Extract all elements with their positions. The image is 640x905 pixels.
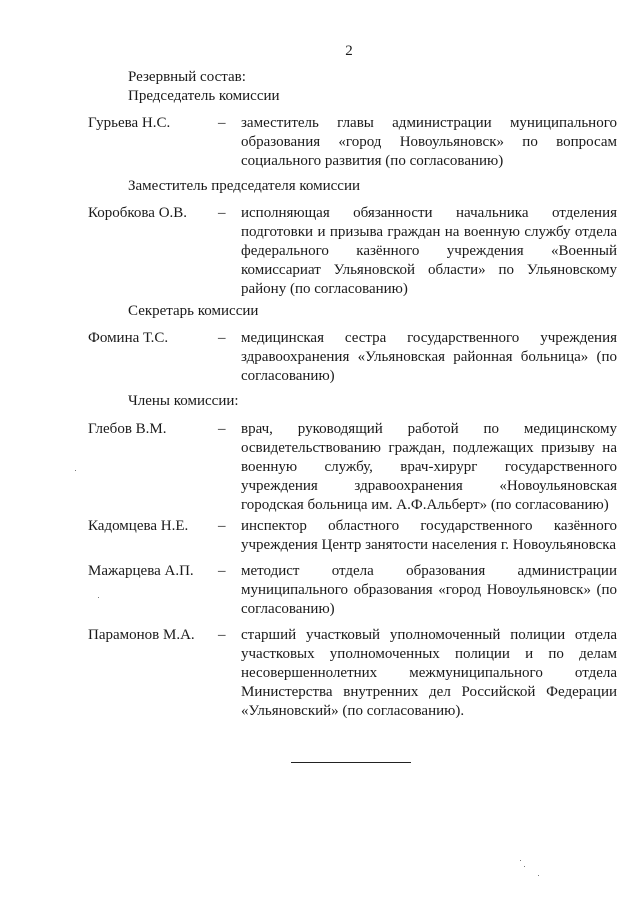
dash-separator: – bbox=[218, 518, 226, 534]
member-description: инспектор областного государственного казённого учреждения Центр занятости населения г. Новоульяновска bbox=[241, 518, 617, 553]
member-description: медицинская сестра государственного учреждения здравоохранения «Ульяновская районная больница» (по согласованию) bbox=[241, 330, 617, 384]
member-name: Парамонов М.А. bbox=[88, 627, 195, 643]
dash-separator: – bbox=[218, 563, 226, 579]
closing-rule bbox=[291, 762, 411, 763]
member-description: старший участковый уполномоченный полиции отдела участковых уполномоченных полиции и по делам несовершеннолетних межмуниципального отдела Министерства внутренних дел Российской Федерации «Ульяновский» (по согласованию). bbox=[241, 627, 617, 719]
page-number: 2 bbox=[345, 43, 353, 59]
members-heading: Члены комиссии: bbox=[128, 393, 239, 409]
scan-speck bbox=[98, 597, 99, 598]
scan-speck bbox=[524, 866, 525, 867]
member-name: Фомина Т.С. bbox=[88, 330, 169, 346]
dash-separator: – bbox=[218, 330, 226, 346]
scan-speck bbox=[520, 860, 521, 861]
scan-speck bbox=[538, 875, 539, 876]
member-description: заместитель главы администрации муниципального образования «город Новоульяновск» по вопросам социального развития (по согласованию) bbox=[241, 115, 617, 169]
member-name: Коробкова О.В. bbox=[88, 205, 188, 221]
member-description: исполняющая обязанности начальника отделения подготовки и призыва граждан на военную службу отдела федерального казённого учреждения «Военный комиссариат Ульяновской области» по Ульяновскому району (по согласованию) bbox=[241, 205, 617, 297]
reserve-heading: Резервный состав: bbox=[128, 69, 246, 85]
member-description: врач, руководящий работой по медицинскому освидетельствованию граждан, подлежащих призыву на военную службу, врач-хирург государственного учреждения здравоохранения «Новоульяновская городская больница им. А.Ф.Альберт» (по согласованию) bbox=[241, 421, 617, 513]
member-name: Кадомцева Н.Е. bbox=[88, 518, 189, 534]
dash-separator: – bbox=[218, 627, 226, 643]
scan-speck bbox=[75, 470, 76, 471]
chair-heading: Председатель комиссии bbox=[128, 88, 280, 104]
dash-separator: – bbox=[218, 421, 226, 437]
member-name: Гурьева Н.С. bbox=[88, 115, 171, 131]
dash-separator: – bbox=[218, 205, 226, 221]
member-description: методист отдела образования администрации муниципального образования «город Новоульяновск» (по согласованию) bbox=[241, 563, 617, 617]
member-name: Мажарцева А.П. bbox=[88, 563, 194, 579]
dash-separator: – bbox=[218, 115, 226, 131]
deputy-heading: Заместитель председателя комиссии bbox=[128, 178, 361, 194]
member-name: Глебов В.М. bbox=[88, 421, 167, 437]
secretary-heading: Секретарь комиссии bbox=[128, 303, 259, 319]
